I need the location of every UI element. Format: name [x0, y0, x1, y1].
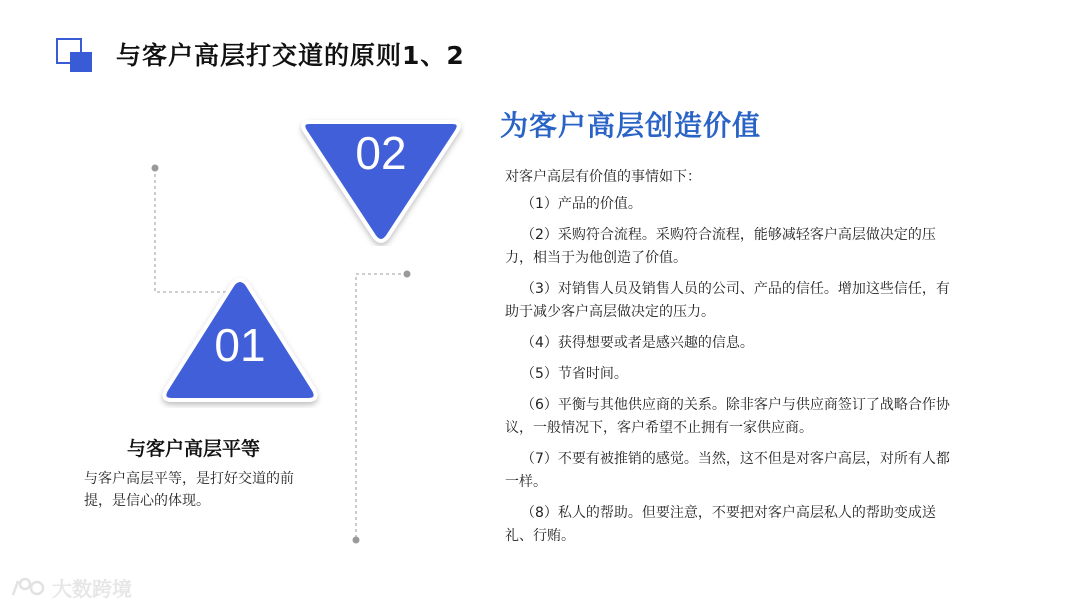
principle-1-title: 与客户高层平等 [127, 438, 261, 460]
value-list [505, 193, 950, 556]
principle-1-description: 与客户高层平等，是打好交道的前提，是信心的体现。 [84, 471, 294, 509]
list-item: （4）获得想要或者是感兴趣的信息。 [521, 335, 754, 351]
section-title: 为客户高层创造价值 [500, 109, 762, 142]
list-item: （5）节省时间。 [521, 366, 628, 382]
section-intro: 对客户高层有价值的事情如下： [505, 169, 701, 185]
list-item: （6）平衡与其他供应商的关系。除非客户与供应商签订了战略合作协议，一般情况下，客户希望不止拥有一家供应商。 [505, 397, 950, 436]
watermark-text: 大数跨境 [52, 576, 132, 601]
watermark [10, 574, 132, 600]
triangle-02-number: 02 [355, 127, 407, 179]
list-item: （8）私人的帮助。但要注意，不要把对客户高层私人的帮助变成送礼、行贿。 [505, 505, 936, 544]
page-title: 与客户高层打交道的原则1、2 [116, 41, 465, 70]
list-item: （7）不要有被推销的感觉。当然，这不但是对客户高层，对所有人都一样。 [505, 451, 950, 490]
list-item: （3）对销售人员及销售人员的公司、产品的信任。增加这些信任，有助于减少客户高层做决定的压力。 [505, 281, 950, 320]
brand-logo-icon [10, 575, 46, 599]
triangle-01-number: 01 [214, 319, 266, 371]
list-item: （2）采购符合流程。采购符合流程，能够减轻客户高层做决定的压力，相当于为他创造了价值。 [505, 227, 936, 266]
square-icon [56, 38, 94, 74]
list-item: （1）产品的价值。 [521, 196, 642, 212]
